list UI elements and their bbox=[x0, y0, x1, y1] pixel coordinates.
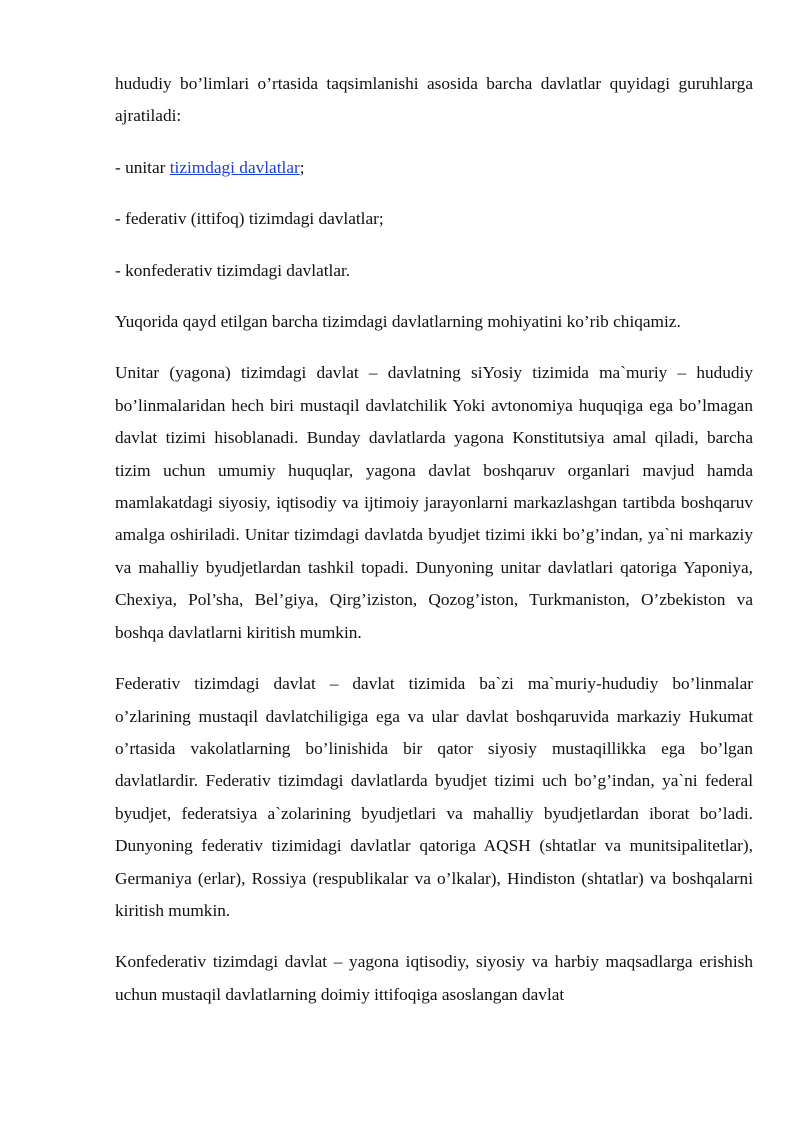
list-item-federativ: - federativ (ittifoq) tizimdagi davlatlar; bbox=[115, 209, 384, 229]
paragraph-federativ: Federativ tizimdagi davlat – davlat tizimida ba`zi ma`muriy-hududiy bo’linmalar o’zlarining mustaqil davlatchiligiga ega va ular davlat boshqaruvida markaziy Hukumat o’rtasida vakolatlarning bo’linishida bir qator siyosiy mustaqillikka ega bo’lgan davlatlardir. Federativ tizimdagi davlatlarda byudjet tizimi uch bo’g’indan, ya`ni federal byudjet, federatsiya a`zolarining byudjetlari va mahalliy byudjetlardan iborat bo’ladi. Dunyoning federativ tizimidagi davlatlar qatoriga AQSH (shtatlar va munitsipalitetlar), Germaniya (erlar), Rossiya (respublikalar va o’lkalar), Hindiston (shtatlar) va boshqalarni kiritish mumkin. bbox=[115, 674, 753, 920]
list-item-konfederativ: - konfederativ tizimdagi davlatlar. bbox=[115, 260, 351, 280]
list-item-unitar bbox=[115, 152, 753, 184]
document-page bbox=[115, 68, 753, 1030]
tizimdagi-davlatlar-link[interactable]: tizimdagi davlatlar bbox=[169, 157, 300, 177]
paragraph-konfederativ: Konfederativ tizimdagi davlat – yagona iqtisodiy, siyosiy va harbiy maqsadlarga erishish uchun mustaqil davlatlarning doimiy ittifoqiga asoslangan davlat bbox=[115, 952, 753, 1004]
paragraph-unitar: Unitar (yagona) tizimdagi davlat – davlatning siYosiy tizimida ma`muriy – hududiy bo’linmalaridan hech biri mustaqil davlatchilik Yoki avtonomiya huquqiga ega bo’lmagan davlat tizimi hisoblanadi. Bunday davlatlarda yagona Konstitutsiya amal qiladi, barcha tizim uchun umumiy huquqlar, yagona davlat boshqaruv organlari mavjud hamda mamlakatdagi siyosiy, iqtisodiy va ijtimoiy jarayonlarni markazlashgan tartibda boshqaruv amalga oshiriladi. Unitar tizimdagi davlatda byudjet tizimi ikki bo’g’indan, ya`ni markaziy va mahalliy byudjetlardan tashkil topadi. Dunyoning unitar davlatlari qatoriga Yaponiya, Chexiya, Pol’sha, Bel’giya, Qirg’iziston, Qozog’iston, Turkmaniston, O’zbekiston va boshqa davlatlarni kiritish mumkin. bbox=[115, 363, 753, 642]
paragraph-overview: Yuqorida qayd etilgan barcha tizimdagi davlatlarning mohiyatini ko’rib chiqamiz. bbox=[115, 312, 681, 332]
paragraph-intro: hududiy bo’limlari o’rtasida taqsimlanishi asosida barcha davlatlar quyidagi guruhlarga ajratiladi: bbox=[115, 74, 753, 126]
list-item-unitar-suffix: ; bbox=[299, 157, 305, 177]
list-item-unitar-prefix: - unitar bbox=[115, 157, 170, 177]
